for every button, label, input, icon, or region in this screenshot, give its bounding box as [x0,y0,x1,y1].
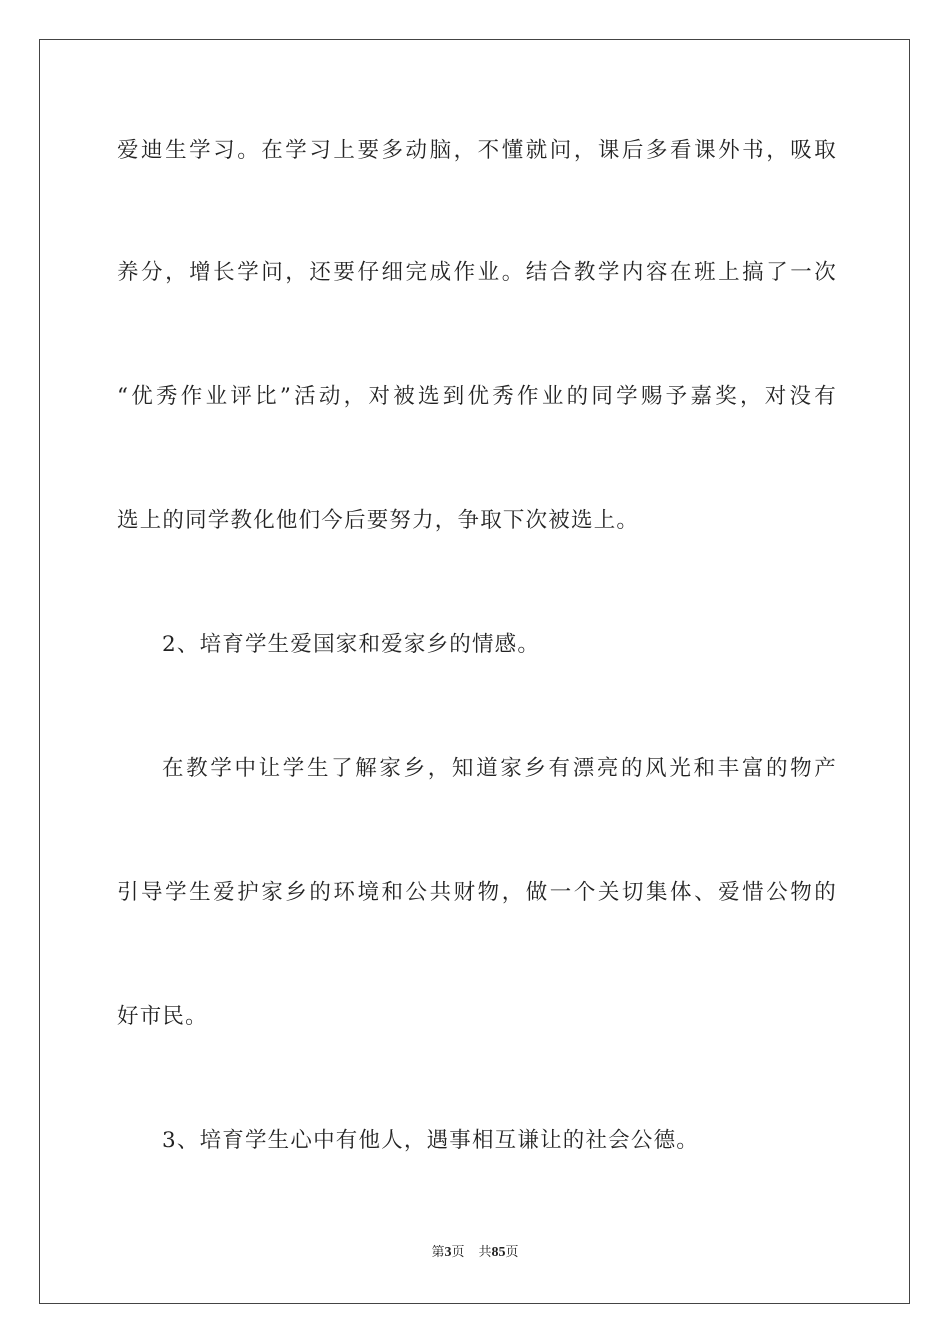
page-suffix: 页 [451,1245,465,1260]
total-prefix: 共 [478,1245,492,1260]
total-pages: 85 [491,1245,506,1260]
section-heading: 2、培育学生爱国家和爱家乡的情感。 [162,632,541,657]
page-number: 3 [444,1245,452,1260]
section-heading: 3、培育学生心中有他人，遇事相互谦让的社会公德。 [162,1128,699,1153]
text-line: 选上的同学教化他们今后要努力，争取下次被选上。 [117,508,640,533]
text-line: 引导学生爱护家乡的环境和公共财物，做一个关切集体、爱惜公物的 [117,880,837,905]
text-line: 好市民。 [117,1004,208,1029]
text-line: “优秀作业评比”活动，对被选到优秀作业的同学赐予嘉奖，对没有 [117,384,837,409]
page-prefix: 第 [431,1245,445,1260]
page-footer [0,1244,950,1262]
text-line: 养分，增长学问，还要仔细完成作业。结合教学内容在班上搞了一次 [117,260,837,285]
text-line: 爱迪生学习。在学习上要多动脑，不懂就问，课后多看课外书，吸取 [117,138,837,163]
text-line: 在教学中让学生了解家乡，知道家乡有漂亮的风光和丰富的物产 [162,756,837,781]
page-border [39,39,910,1304]
total-suffix: 页 [505,1245,519,1260]
